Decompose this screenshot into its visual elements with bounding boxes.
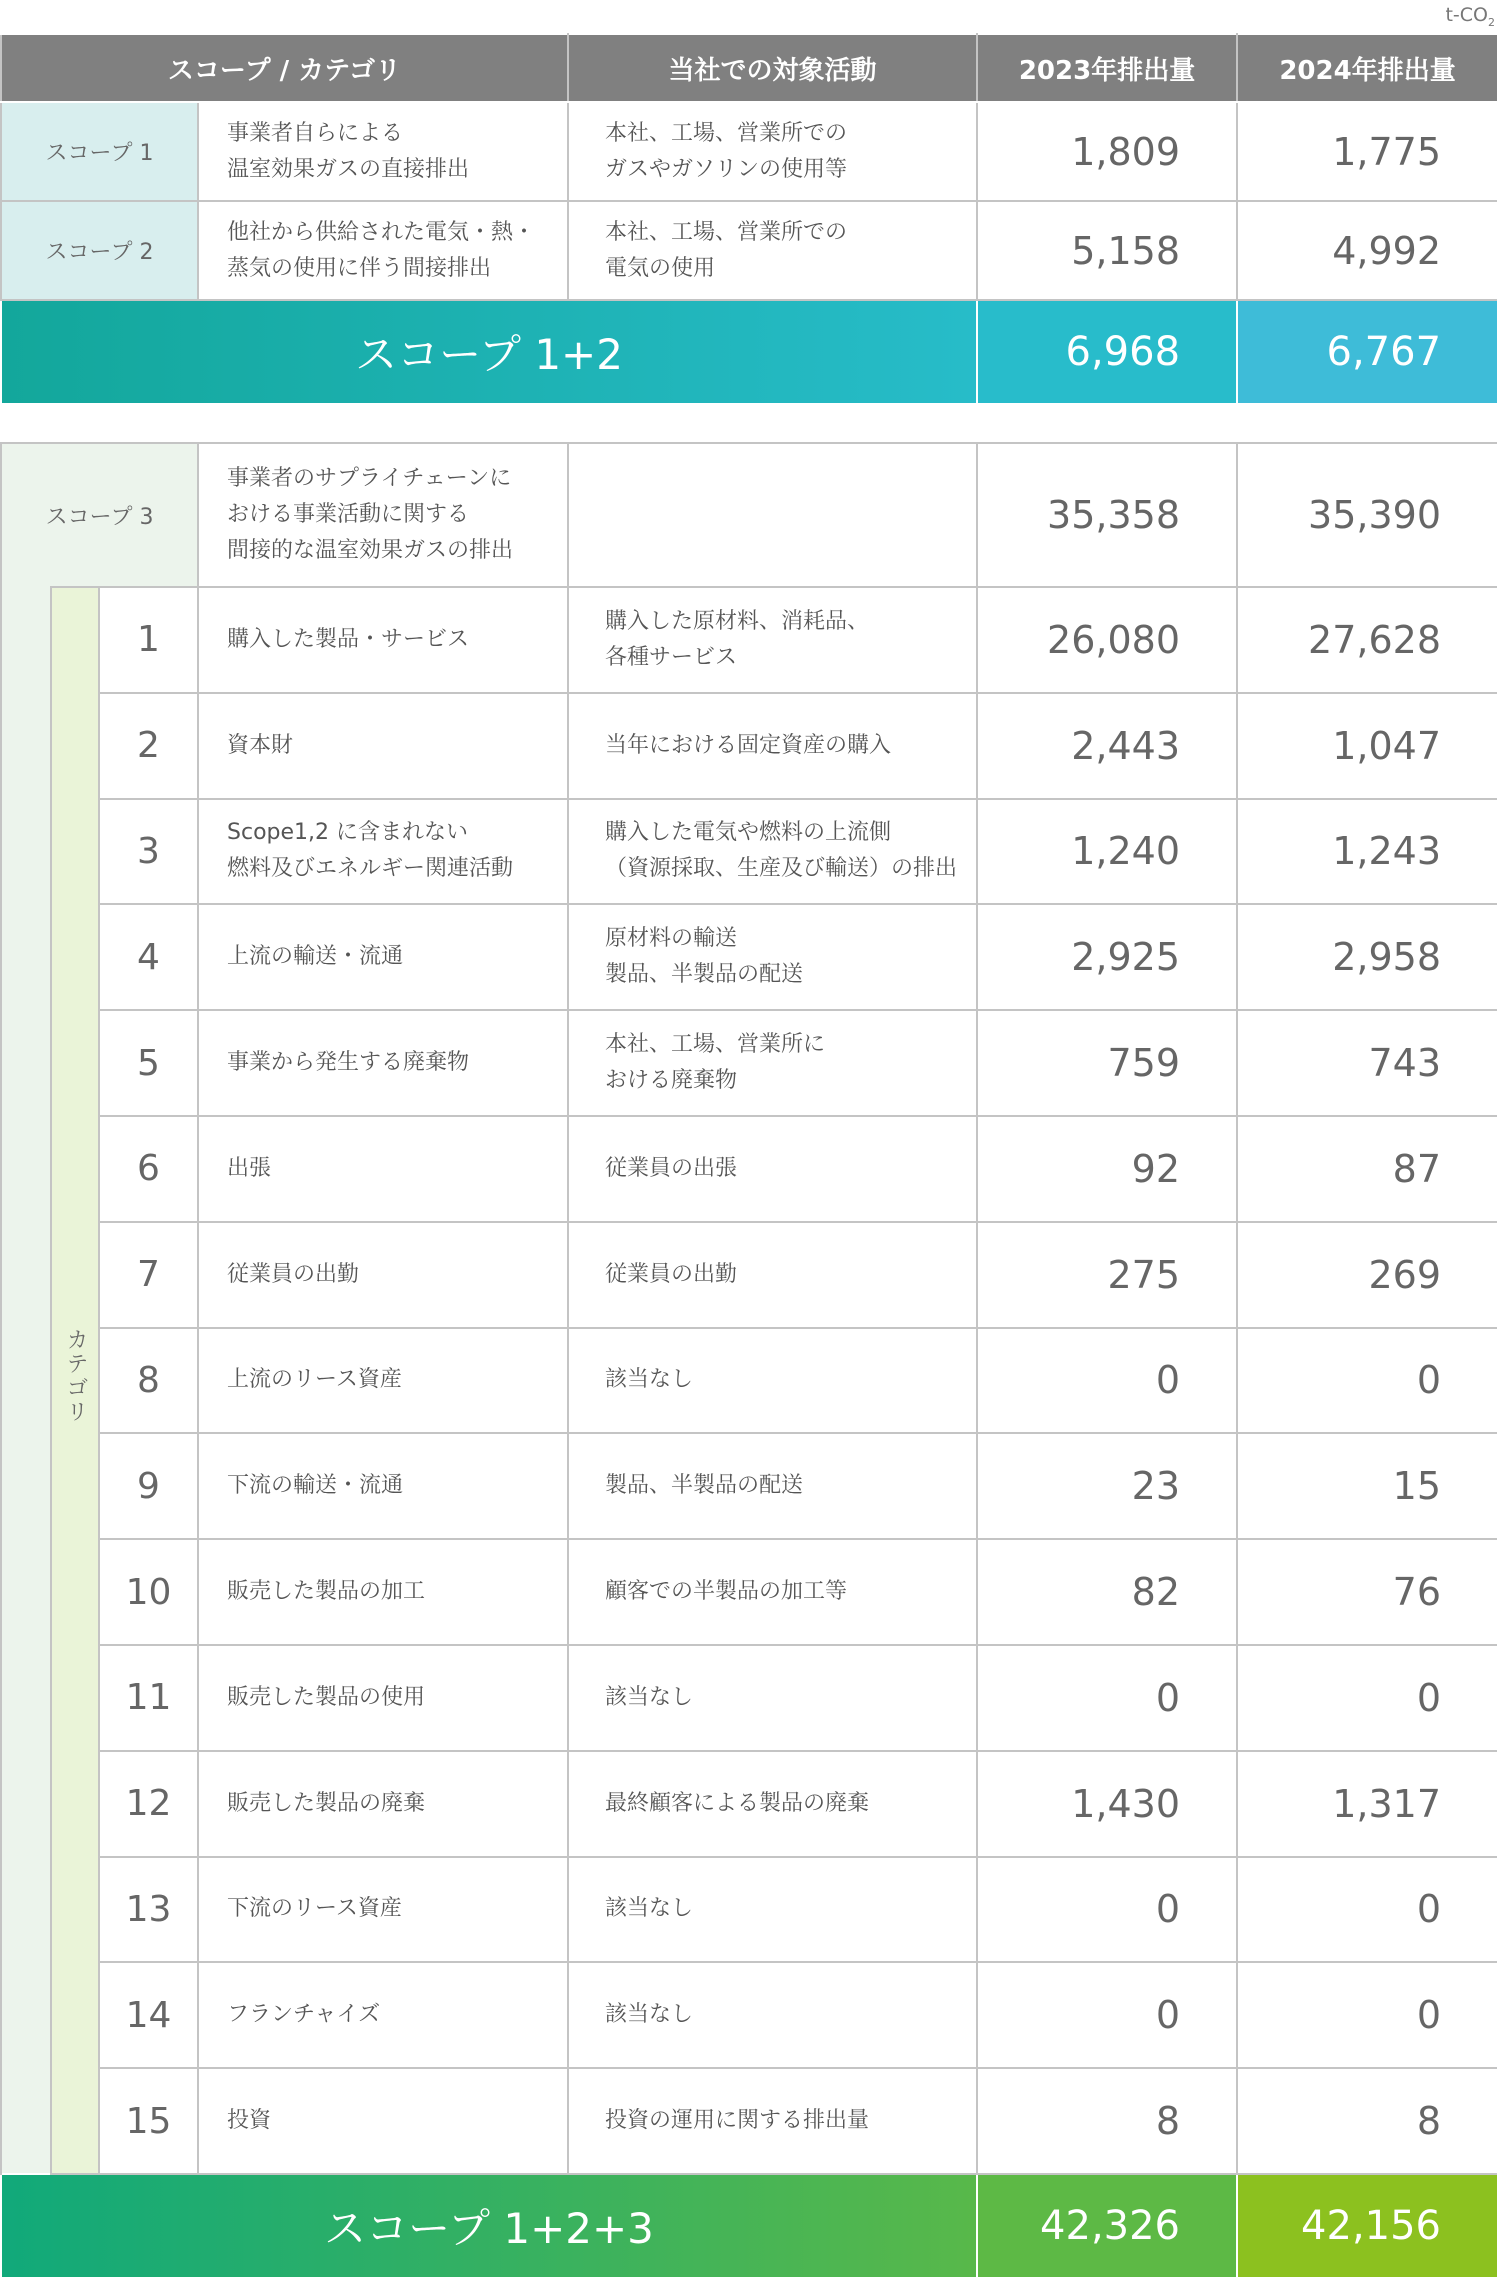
category-name: 上流の輸送・流通 [198, 904, 568, 1010]
category-number: 12 [99, 1751, 198, 1857]
category-number: 10 [99, 1539, 198, 1645]
category-2024: 0 [1237, 1857, 1497, 1963]
scope3-table [0, 442, 1497, 2279]
scope3-label: スコープ 3 [1, 443, 198, 587]
category-2023: 759 [977, 1010, 1237, 1116]
category-name: 事業から発生する廃棄物 [198, 1010, 568, 1116]
category-activity: 投資の運用に関する排出量 [568, 2068, 977, 2174]
header-activity: 当社での対象活動 [568, 34, 977, 102]
category-row [1, 1010, 1497, 1116]
category-name: 出張 [198, 1116, 568, 1222]
category-2023: 1,430 [977, 1751, 1237, 1857]
total12-2023: 6,968 [977, 300, 1237, 404]
scope3-desc: 事業者のサプライチェーンに おける事業活動に関する 間接的な温室効果ガスの排出 [198, 443, 568, 587]
category-name: Scope1,2 に含まれない 燃料及びエネルギー関連活動 [198, 799, 568, 905]
category-2024: 1,047 [1237, 693, 1497, 799]
category-number: 15 [99, 2068, 198, 2174]
category-number: 2 [99, 693, 198, 799]
category-2023: 23 [977, 1433, 1237, 1539]
total123-row [1, 2174, 1497, 2278]
category-activity: 購入した電気や燃料の上流側 （資源採取、生産及び輸送）の排出 [568, 799, 977, 905]
category-number: 11 [99, 1645, 198, 1751]
category-2023: 1,240 [977, 799, 1237, 905]
category-2023: 26,080 [977, 587, 1237, 693]
scope12-table [0, 33, 1497, 405]
category-name: 投資 [198, 2068, 568, 2174]
category-row [1, 1222, 1497, 1328]
category-2024: 743 [1237, 1010, 1497, 1116]
category-number: 8 [99, 1328, 198, 1434]
category-name: 下流のリース資産 [198, 1857, 568, 1963]
category-row [1, 1751, 1497, 1857]
scope3-side-band [1, 587, 51, 2174]
scope2-2023: 5,158 [977, 201, 1237, 300]
category-activity: 顧客での半製品の加工等 [568, 1539, 977, 1645]
category-2023: 0 [977, 1328, 1237, 1434]
category-row [1, 1328, 1497, 1434]
category-2023: 8 [977, 2068, 1237, 2174]
category-2024: 8 [1237, 2068, 1497, 2174]
scope1-activity: 本社、工場、営業所での ガスやガソリンの使用等 [568, 102, 977, 201]
category-2023: 275 [977, 1222, 1237, 1328]
header-2024: 2024年排出量 [1237, 34, 1497, 102]
category-2023: 92 [977, 1116, 1237, 1222]
total12-2024: 6,767 [1237, 300, 1497, 404]
category-name: フランチャイズ [198, 1962, 568, 2068]
category-2023: 0 [977, 1857, 1237, 1963]
category-2023: 82 [977, 1539, 1237, 1645]
category-activity: 製品、半製品の配送 [568, 1433, 977, 1539]
category-activity: 当年における固定資産の購入 [568, 693, 977, 799]
category-2024: 269 [1237, 1222, 1497, 1328]
category-number: 6 [99, 1116, 198, 1222]
category-name: 販売した製品の使用 [198, 1645, 568, 1751]
category-2024: 2,958 [1237, 904, 1497, 1010]
category-2024: 27,628 [1237, 587, 1497, 693]
scope2-label: スコープ 2 [1, 201, 198, 300]
category-2024: 1,243 [1237, 799, 1497, 905]
category-row [1, 1645, 1497, 1751]
unit-label: $t-CO_2$ [1445, 4, 1495, 29]
category-name: 購入した製品・サービス [198, 587, 568, 693]
category-2023: 2,443 [977, 693, 1237, 799]
category-side-band [51, 587, 99, 2174]
category-activity: 該当なし [568, 1962, 977, 2068]
scope1-2023: 1,809 [977, 102, 1237, 201]
scope1-2024: 1,775 [1237, 102, 1497, 201]
category-activity: 本社、工場、営業所に おける廃棄物 [568, 1010, 977, 1116]
category-row [1, 587, 1497, 693]
category-number: 7 [99, 1222, 198, 1328]
category-row [1, 904, 1497, 1010]
category-activity: 従業員の出勤 [568, 1222, 977, 1328]
category-number: 4 [99, 904, 198, 1010]
header-row [1, 34, 1497, 102]
category-row [1, 1962, 1497, 2068]
category-row [1, 1433, 1497, 1539]
category-name: 販売した製品の加工 [198, 1539, 568, 1645]
header-2023: 2023年排出量 [977, 34, 1237, 102]
category-name: 資本財 [198, 693, 568, 799]
category-row [1, 1857, 1497, 1963]
category-row [1, 799, 1497, 905]
category-row [1, 2068, 1497, 2174]
category-activity: 従業員の出張 [568, 1116, 977, 1222]
category-activity: 該当なし [568, 1645, 977, 1751]
category-2024: 1,317 [1237, 1751, 1497, 1857]
category-row [1, 693, 1497, 799]
scope3-2024: 35,390 [1237, 443, 1497, 587]
total12-row [1, 300, 1497, 404]
category-2024: 87 [1237, 1116, 1497, 1222]
category-activity: 最終顧客による製品の廃棄 [568, 1751, 977, 1857]
scope3-activity [568, 443, 977, 587]
category-vertical-label: カテゴリ [63, 1328, 88, 1424]
category-name: 上流のリース資産 [198, 1328, 568, 1434]
total12-label: スコープ 1+2 [1, 300, 977, 404]
category-2024: 76 [1237, 1539, 1497, 1645]
scope2-activity: 本社、工場、営業所での 電気の使用 [568, 201, 977, 300]
scope1-desc: 事業者自らによる 温室効果ガスの直接排出 [198, 102, 568, 201]
total123-label: スコープ 1+2+3 [1, 2174, 977, 2278]
category-2023: 0 [977, 1962, 1237, 2068]
category-2024: 15 [1237, 1433, 1497, 1539]
category-activity: 該当なし [568, 1857, 977, 1963]
category-number: 3 [99, 799, 198, 905]
category-activity: 原材料の輸送 製品、半製品の配送 [568, 904, 977, 1010]
category-2024: 0 [1237, 1328, 1497, 1434]
header-scope: スコープ / カテゴリ [1, 34, 568, 102]
category-name: 下流の輸送・流通 [198, 1433, 568, 1539]
category-row [1, 1116, 1497, 1222]
scope3-2023: 35,358 [977, 443, 1237, 587]
scope1-row [1, 102, 1497, 201]
category-2024: 0 [1237, 1645, 1497, 1751]
category-2023: 2,925 [977, 904, 1237, 1010]
category-number: 9 [99, 1433, 198, 1539]
category-activity: 購入した原材料、消耗品、 各種サービス [568, 587, 977, 693]
category-number: 5 [99, 1010, 198, 1116]
total123-2024: 42,156 [1237, 2174, 1497, 2278]
category-number: 1 [99, 587, 198, 693]
category-activity: 該当なし [568, 1328, 977, 1434]
scope2-2024: 4,992 [1237, 201, 1497, 300]
category-name: 販売した製品の廃棄 [198, 1751, 568, 1857]
scope2-desc: 他社から供給された電気・熱・ 蒸気の使用に伴う間接排出 [198, 201, 568, 300]
category-name: 従業員の出勤 [198, 1222, 568, 1328]
category-row [1, 1539, 1497, 1645]
category-number: 14 [99, 1962, 198, 2068]
category-2023: 0 [977, 1645, 1237, 1751]
scope3-row [1, 443, 1497, 587]
category-number: 13 [99, 1857, 198, 1963]
category-2024: 0 [1237, 1962, 1497, 2068]
scope2-row [1, 201, 1497, 300]
scope1-label: スコープ 1 [1, 102, 198, 201]
total123-2023: 42,326 [977, 2174, 1237, 2278]
